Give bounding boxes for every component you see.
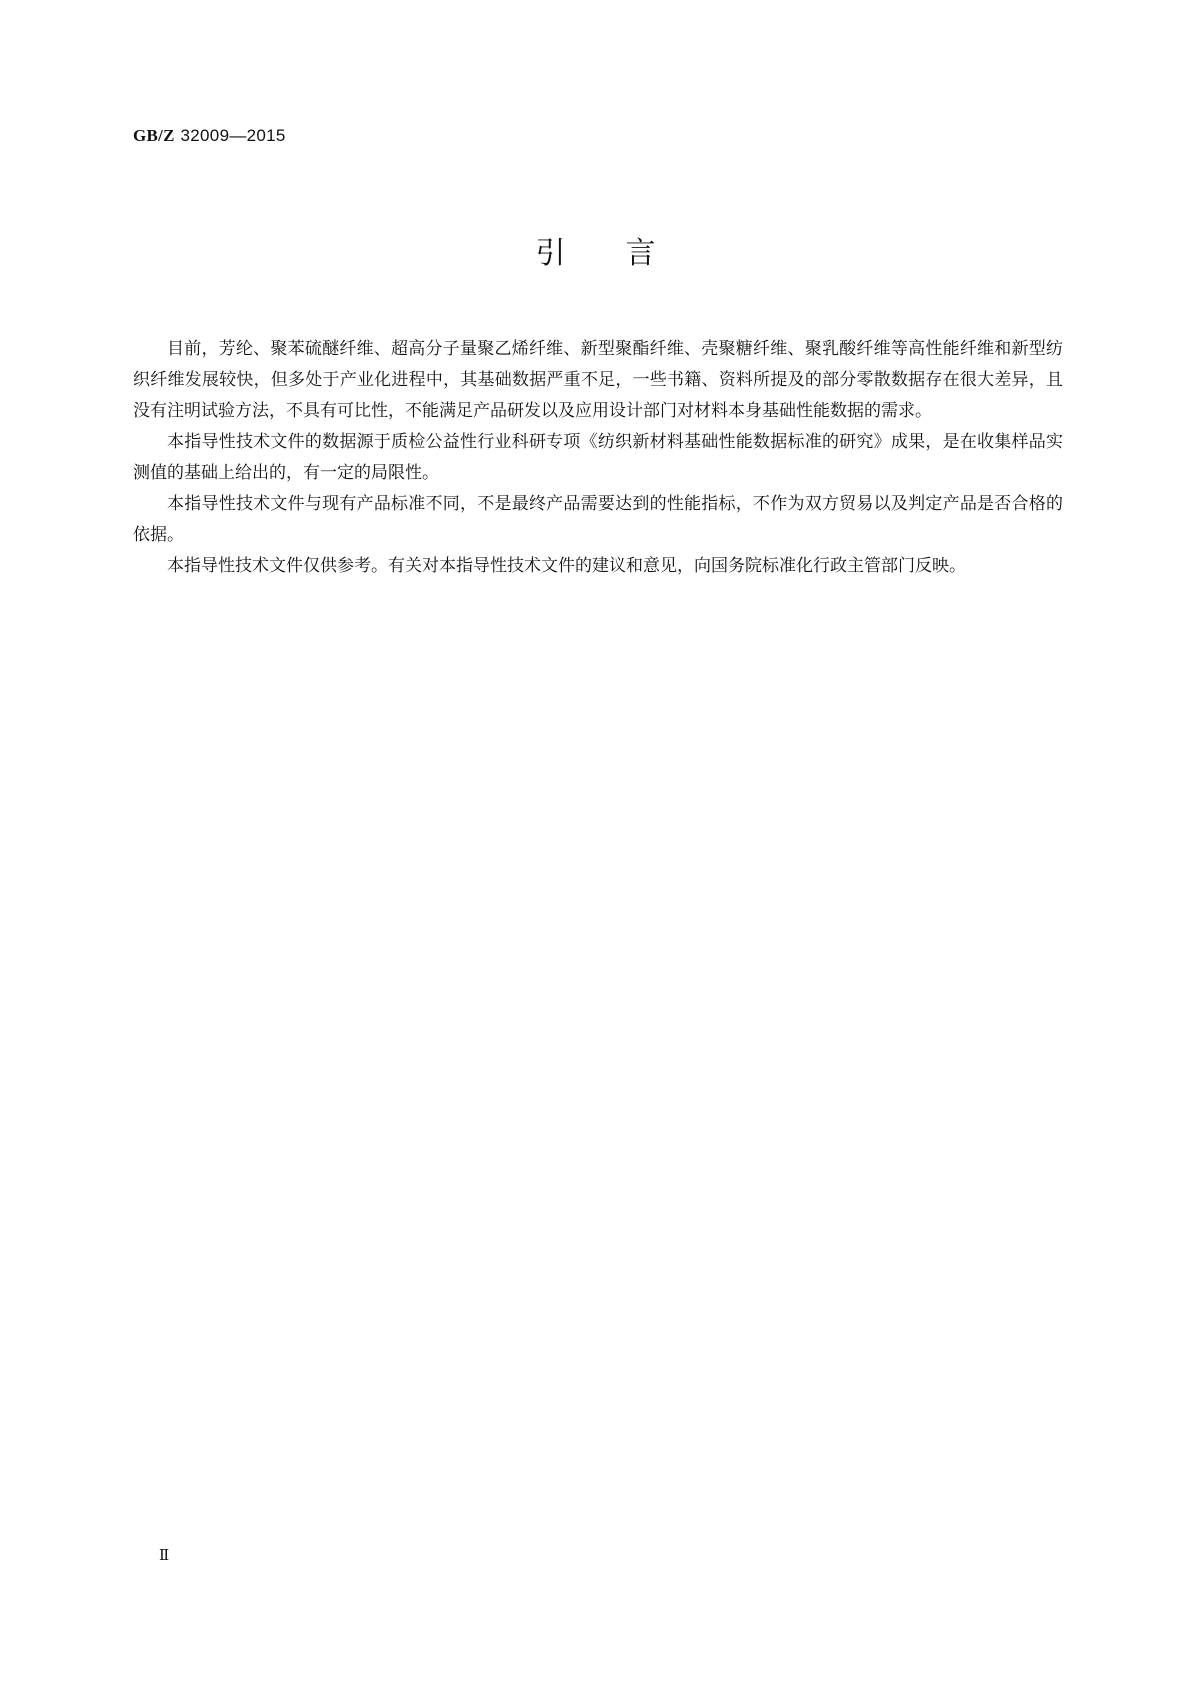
page-number: Ⅱ bbox=[159, 1546, 170, 1564]
document-code-prefix: GB/Z bbox=[133, 126, 175, 145]
document-code bbox=[133, 126, 286, 146]
document-code-number: 32009—2015 bbox=[180, 126, 286, 145]
introduction-body bbox=[133, 334, 1063, 582]
page-title-char-2: 言 bbox=[625, 236, 656, 271]
page-title bbox=[0, 228, 1191, 272]
paragraph-4: 本指导性技术文件仅供参考。有关对本指导性技术文件的建议和意见，向国务院标准化行政主管部门反映。 bbox=[167, 556, 966, 576]
paragraph-1: 目前，芳纶、聚苯硫醚纤维、超高分子量聚乙烯纤维、新型聚酯纤维、壳聚糖纤维、聚乳酸纤维等高性能纤维和新型纺织纤维发展较快，但多处于产业化进程中，其基础数据严重不足，一些书籍、资料所提及的部分零散数据存在很大差异，且没有注明试验方法，不具有可比性，不能满足产品研发以及应用设计部门对材料本身基础性能数据的需求。 bbox=[133, 339, 1063, 421]
page-title-char-1: 引 bbox=[535, 236, 566, 271]
paragraph-2: 本指导性技术文件的数据源于质检公益性行业科研专项《纺织新材料基础性能数据标准的研究》成果，是在收集样品实测值的基础上给出的，有一定的局限性。 bbox=[133, 432, 1063, 483]
paragraph-3: 本指导性技术文件与现有产品标准不同，不是最终产品需要达到的性能指标，不作为双方贸易以及判定产品是否合格的依据。 bbox=[133, 494, 1063, 545]
